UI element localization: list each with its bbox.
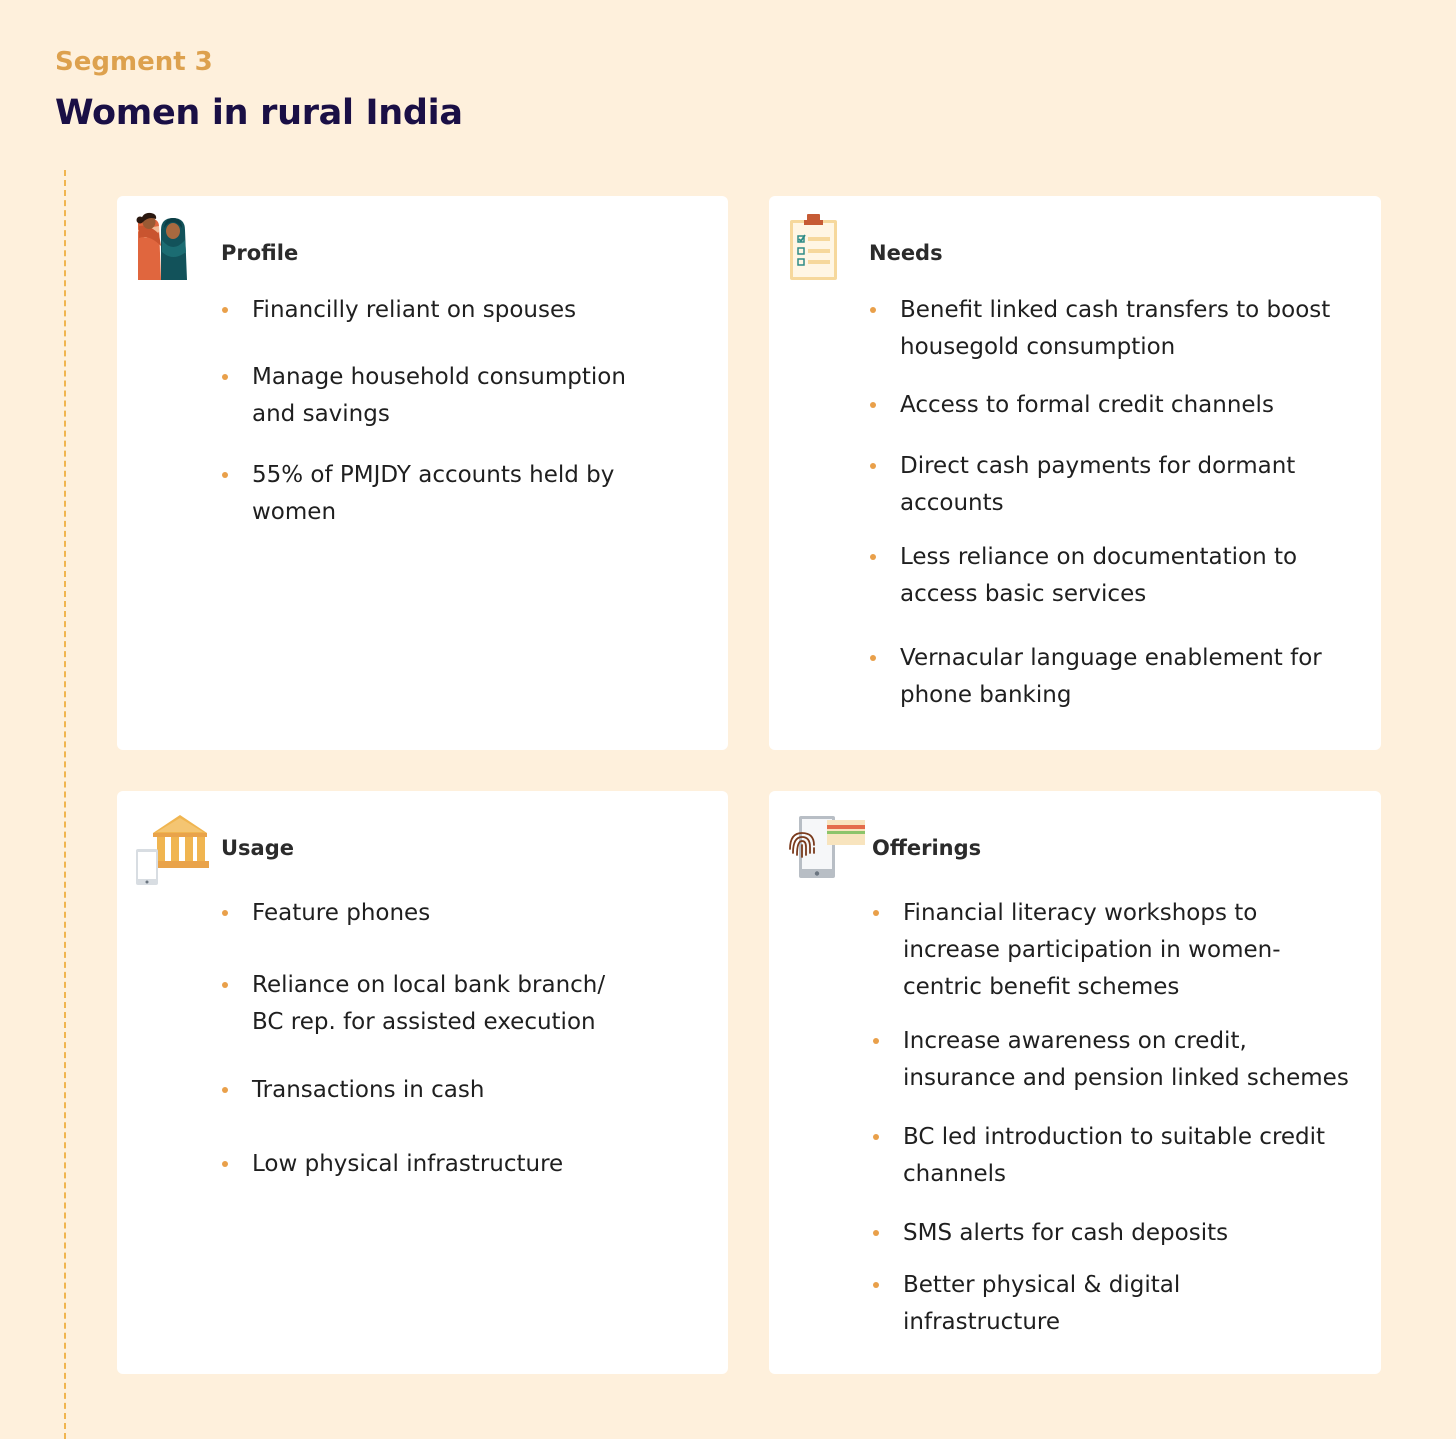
offerings-card bbox=[769, 791, 1381, 1374]
usage-card bbox=[117, 791, 728, 1374]
bank-phone-icon bbox=[135, 815, 209, 891]
segment-label: Segment 3 bbox=[55, 47, 213, 77]
usage-title: Usage bbox=[221, 836, 294, 860]
list-item: Feature phones bbox=[221, 895, 430, 932]
profile-title: Profile bbox=[221, 241, 299, 265]
needs-title: Needs bbox=[869, 241, 943, 265]
list-item: Reliance on local bank branch/ BC rep. for assisted execution bbox=[221, 967, 605, 1041]
timeline-dashed-line bbox=[64, 170, 66, 1439]
list-item: Increase awareness on credit, insurance and pension linked schemes bbox=[872, 1023, 1349, 1097]
list-item: 55% of PMJDY accounts held by women bbox=[221, 457, 614, 531]
list-item: Access to formal credit channels bbox=[869, 387, 1274, 424]
list-item: BC led introduction to suitable credit channels bbox=[872, 1119, 1325, 1193]
list-item: Financilly reliant on spouses bbox=[221, 292, 576, 329]
list-item: Transactions in cash bbox=[221, 1072, 484, 1109]
list-item: Direct cash payments for dormant accounts bbox=[869, 448, 1295, 522]
list-item: Less reliance on documentation to access basic services bbox=[869, 539, 1297, 613]
list-item: Low physical infrastructure bbox=[221, 1146, 563, 1183]
profile-card bbox=[117, 196, 728, 750]
list-item: SMS alerts for cash deposits bbox=[872, 1215, 1228, 1252]
needs-card bbox=[769, 196, 1381, 750]
list-item: Manage household consumption and savings bbox=[221, 359, 626, 433]
list-item: Better physical & digital infrastructure bbox=[872, 1267, 1180, 1341]
list-item: Financial literacy workshops to increase participation in women- centric benefit schemes bbox=[872, 895, 1281, 1006]
women-icon bbox=[135, 210, 193, 286]
clipboard-checklist-icon bbox=[789, 214, 839, 286]
page-title: Women in rural India bbox=[55, 93, 463, 133]
list-item: Vernacular language enablement for phone banking bbox=[869, 640, 1322, 714]
list-item: Benefit linked cash transfers to boost housegold consumption bbox=[869, 292, 1330, 366]
fingerprint-phone-card-icon bbox=[787, 815, 867, 885]
offerings-title: Offerings bbox=[872, 836, 982, 860]
